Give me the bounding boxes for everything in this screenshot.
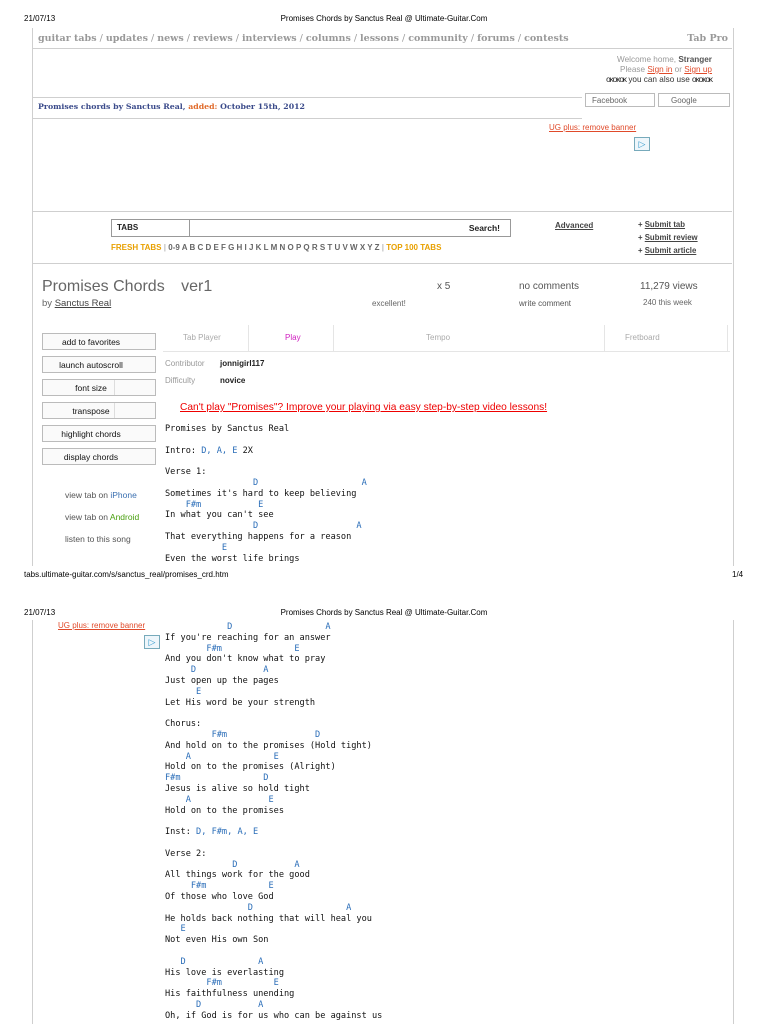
tool-button[interactable] [42, 448, 156, 465]
comments-count: no comments [519, 281, 580, 292]
submit-article-link[interactable]: Submit article [644, 246, 697, 255]
tool-button[interactable] [42, 356, 156, 373]
lyric-line: His faithfulness unending [165, 989, 295, 1000]
lyric-line: That everything happens for a reason [165, 531, 352, 542]
lyric-line: Sometimes it's hard to keep believing [165, 488, 357, 499]
nav-separator: / [399, 33, 409, 44]
lyric-line: He holds back nothing that will heal you [165, 913, 372, 924]
artist-link[interactable]: Sanctus Real [54, 298, 112, 309]
chord-line: D A [165, 477, 367, 488]
iphone-link[interactable] [65, 490, 137, 500]
chord-line: F#m E [165, 881, 274, 892]
lyric-line: All things work for the good [165, 870, 310, 881]
contributor-label: Contributor [165, 359, 205, 368]
please-text: Please [620, 65, 646, 74]
tool-button-label: add to favorites [61, 337, 121, 347]
lyric-line: Chorus: [165, 719, 202, 730]
ug-plus-link[interactable]: UG plus: remove banner [549, 123, 637, 132]
tab-content-page-2 [165, 622, 382, 1021]
song-title-block [42, 278, 212, 296]
chord-line: D A [165, 999, 264, 1010]
chord-line: F#m E [165, 499, 264, 510]
chord-line: D A [165, 521, 362, 532]
breadcrumb [38, 102, 305, 111]
lyric-line: Jesus is alive so hold tight [165, 783, 310, 794]
ug-plus-link-2[interactable]: UG plus: remove banner [58, 621, 146, 630]
play-tab[interactable]: Play [285, 333, 301, 342]
contributor-name[interactable]: jonnigirl117 [220, 359, 265, 368]
lyric-line: His love is everlasting [165, 967, 284, 978]
chord-line: E [165, 686, 202, 697]
lyric-line: And hold on to the promises (Hold tight) [165, 740, 372, 751]
lyric-line: Not even His own Son [165, 935, 269, 946]
fresh-tabs-link[interactable]: FRESH TABS [111, 243, 162, 252]
lyric-line: Hold on to the promises (Alright) [165, 762, 336, 773]
tab-player-tab[interactable]: Tab Player [183, 333, 221, 342]
iphone-label[interactable]: iPhone [110, 490, 137, 500]
search-type-select[interactable]: TABS [112, 220, 190, 236]
lyric-line: Oh, if God is for us who can be against us [165, 1010, 383, 1021]
views-count: 11,279 views [640, 281, 698, 292]
intro-label: Inst: [165, 827, 191, 838]
chord-line: D A [165, 902, 352, 913]
lyric-line [165, 827, 382, 838]
search-top-divider [32, 211, 732, 212]
top-nav [38, 33, 728, 44]
nav-separator: / [514, 33, 525, 44]
nav-item[interactable]: community [408, 33, 468, 44]
nav-item[interactable]: news [157, 33, 184, 44]
listen-link[interactable]: listen to this song [65, 534, 131, 544]
lyric-line: And you don't know what to pray [165, 654, 326, 665]
chord-line: D A [165, 859, 300, 870]
tool-button[interactable] [42, 333, 156, 350]
username: Stranger [678, 55, 712, 64]
facebook-button[interactable]: Facebook [585, 93, 655, 107]
tool-button-label: highlight chords [61, 429, 121, 439]
search-box[interactable] [111, 219, 511, 237]
alphabet-bar: FRESH TABS | 0-9 A B C D E F G H I J K L M N O P Q R S T U V W X Y Z | TOP 100 TABS [111, 243, 442, 252]
obscured-text-2: ᴏᴋᴏᴋᴏᴋ [692, 75, 712, 84]
views-this-week: 240 this week [643, 298, 692, 307]
added-label: added: [188, 102, 218, 111]
page-frame-2 [32, 620, 734, 1024]
video-lessons-promo[interactable]: Can't play "Promises"? Improve your playing via easy step-by-step video lessons! [180, 402, 548, 413]
ad-choices-icon[interactable]: ▷ [634, 137, 650, 151]
write-comment-link[interactable]: write comment [519, 299, 572, 308]
nav-separator: / [183, 33, 193, 44]
print-footer-url: tabs.ultimate-guitar.com/s/sanctus_real/promises_crd.htm [24, 570, 229, 579]
added-date: October 15th, 2012 [220, 102, 305, 111]
tab-toolbar [163, 325, 730, 352]
song-version[interactable]: ver1 [181, 278, 213, 295]
blank-line [165, 708, 382, 719]
nav-item[interactable]: forums [477, 33, 515, 44]
nav-separator: / [96, 33, 106, 44]
chord-line: D A [165, 956, 264, 967]
chord-line: F#m E [165, 978, 279, 989]
blank-line [165, 838, 382, 849]
intro-label: Intro: [165, 445, 197, 456]
chord-line: E [165, 542, 228, 553]
nav-item[interactable]: reviews [192, 33, 233, 44]
obscured-text: ᴏᴋᴏᴋᴏᴋ [606, 75, 627, 84]
nav-separator: / [467, 33, 478, 44]
nav-item[interactable]: interviews [241, 33, 297, 44]
android-link[interactable] [65, 512, 139, 522]
tempo-tab[interactable]: Tempo [426, 333, 451, 342]
rating-count: x 5 [437, 281, 451, 292]
nav-item[interactable]: columns [305, 33, 351, 44]
android-label[interactable]: Android [109, 512, 140, 522]
ad-choices-icon-2[interactable]: ▷ [144, 635, 160, 649]
google-button[interactable]: Google [658, 93, 730, 107]
nav-item[interactable]: contests [524, 33, 569, 44]
also-use-text: you can also use [628, 75, 690, 84]
search-bottom-divider [32, 263, 732, 264]
tab-pro-link[interactable]: Tab Pro [687, 33, 728, 44]
button-control[interactable] [114, 380, 155, 395]
breadcrumb-song[interactable]: Promises chords by Sanctus Real, [38, 102, 186, 111]
by-text: by [42, 298, 53, 309]
sign-in-link[interactable]: Sign in [647, 65, 673, 74]
nav-separator: / [350, 33, 361, 44]
lyric-line [165, 446, 367, 457]
submit-links: + Submit tab + Submit review + Submit article [638, 220, 698, 255]
submit-tab-link[interactable]: Submit tab [644, 220, 686, 229]
android-prefix: view tab on [65, 512, 108, 522]
sign-up-link[interactable]: Sign up [684, 65, 712, 74]
chord-line: F#m D [165, 773, 269, 784]
chord-line: E [165, 924, 186, 935]
lyric-line: Hold on to the promises [165, 805, 284, 816]
rating-word: excellent! [372, 299, 406, 308]
lyric-line: Even the worst life brings [165, 553, 300, 564]
difficulty-label: Difficulty [165, 376, 196, 385]
print-title: Promises Chords by Sanctus Real @ Ultimate-Guitar.Com [280, 14, 488, 23]
intro-chords: D, F#m, A, E [190, 827, 259, 838]
tool-button-label: font size [75, 383, 107, 393]
tool-button[interactable] [42, 425, 156, 442]
print-date-2: 21/07/13 [24, 608, 56, 617]
tool-button-label: transpose [72, 406, 110, 416]
blank-line [165, 946, 382, 957]
lyric-line: Let His word be your strength [165, 697, 316, 708]
blank-line [165, 456, 367, 467]
blank-line [165, 816, 382, 827]
song-title: Promises Chords [42, 278, 165, 295]
nav-items [38, 33, 569, 44]
chord-line: D A [165, 665, 269, 676]
chord-line: D A [165, 622, 331, 632]
tool-button[interactable] [42, 379, 156, 396]
nav-item[interactable]: guitar tabs [38, 33, 97, 44]
advanced-search-link[interactable]: Advanced [555, 221, 594, 230]
button-control[interactable] [114, 403, 155, 418]
tool-button-label: launch autoscroll [59, 360, 123, 370]
or-text: or [674, 65, 682, 74]
top100-link[interactable]: TOP 100 TABS [386, 243, 442, 252]
iphone-prefix: view tab on [65, 490, 108, 500]
tab-content-page-1 [165, 424, 367, 564]
lyric-line: Verse 2: [165, 848, 207, 859]
difficulty-value: novice [220, 376, 246, 385]
print-page-number: 1/4 [732, 570, 744, 579]
submit-review-link[interactable]: Submit review [644, 233, 698, 242]
welcome-text: Welcome home, [617, 55, 677, 64]
blank-line [165, 435, 367, 446]
chord-line: A E [165, 751, 279, 762]
lyric-line: Promises by Sanctus Real [165, 424, 290, 434]
account-panel [560, 55, 712, 85]
chord-line: A E [165, 794, 274, 805]
search-button[interactable]: Search! [468, 223, 500, 233]
letters-links[interactable]: 0-9 A B C D E F G H I J K L M N O P Q R S T U V W X Y Z [168, 243, 380, 252]
artist-line [42, 298, 111, 309]
chord-line: F#m E [165, 643, 300, 654]
lyric-line: Just open up the pages [165, 675, 279, 686]
nav-separator: / [147, 33, 158, 44]
lyric-line: If you're reaching for an answer [165, 632, 331, 643]
intro-chords: D, A, E [196, 445, 238, 456]
print-date: 21/07/13 [24, 14, 56, 23]
tool-button-label: display chords [63, 452, 119, 462]
lyric-line: Verse 1: [165, 467, 207, 478]
repeat-count: 2X [237, 445, 253, 456]
chord-line: F#m D [165, 729, 321, 740]
print-title-2: Promises Chords by Sanctus Real @ Ultimate-Guitar.Com [280, 608, 488, 617]
tool-button[interactable] [42, 402, 156, 419]
lyric-line: In what you can't see [165, 510, 274, 521]
nav-item[interactable]: lessons [360, 33, 399, 44]
nav-divider [32, 48, 732, 49]
nav-item[interactable]: updates [105, 33, 148, 44]
nav-separator: / [296, 33, 306, 44]
nav-separator: / [232, 33, 242, 44]
fretboard-tab[interactable]: Fretboard [625, 333, 660, 342]
lyric-line: Of those who love God [165, 891, 274, 902]
